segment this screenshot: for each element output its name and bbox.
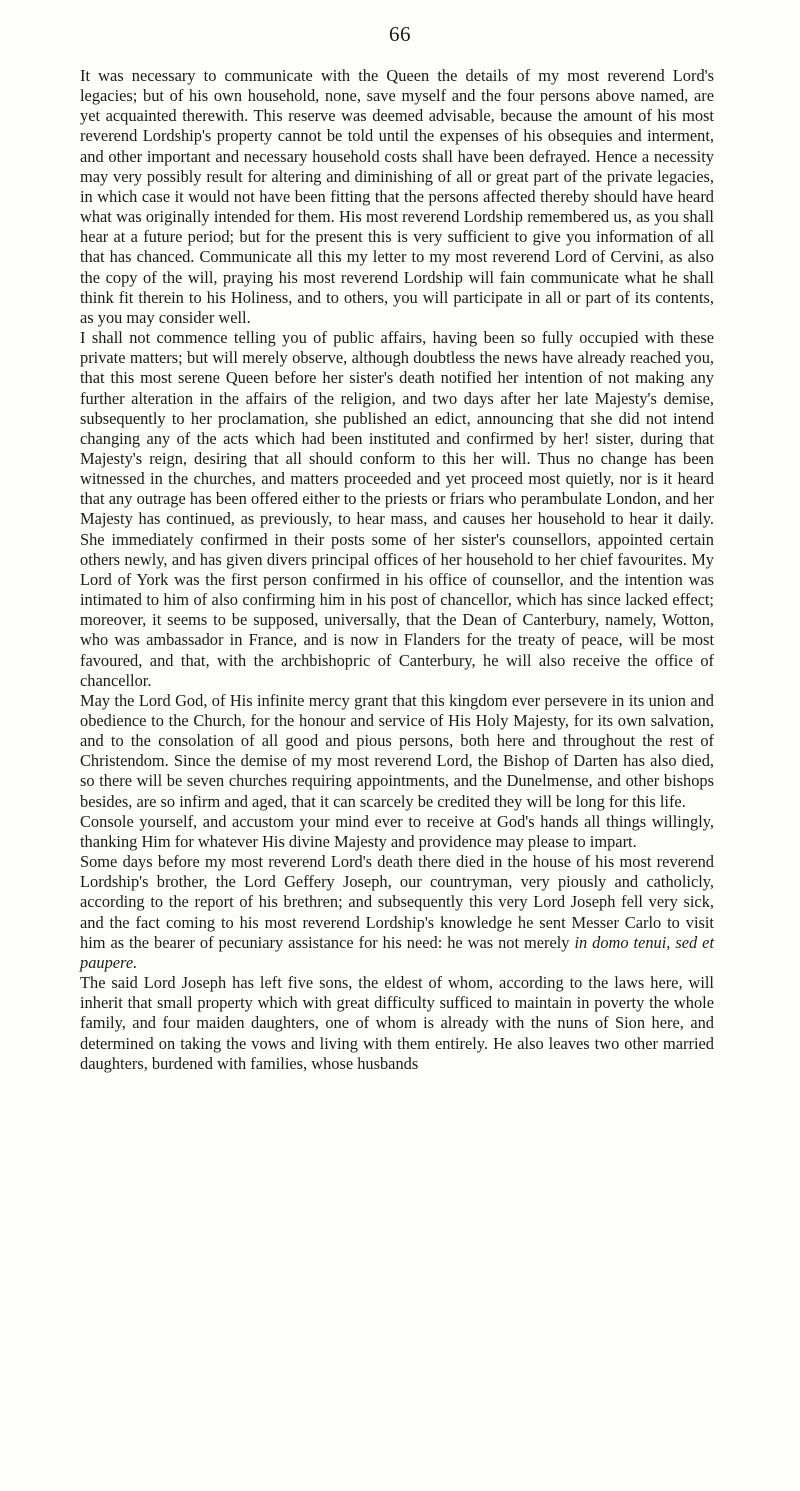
paragraph-family: The said Lord Joseph has left five sons, the eldest of whom, according to the laws here, will inherit that small property which with great difficulty sufficed to maintain in poverty the whole family, and four maiden daughters, one of whom is already with the nuns of Sion here, and determined on taking the vows and living with them entirely. He also leaves two other married daughters, burdened with families, whose husbands (80, 973, 714, 1073)
paragraph-lord-joseph (80, 852, 714, 973)
paragraph-prayer: May the Lord God, of His infinite mercy grant that this kingdom ever persevere in its union and obedience to the Church, for the honour and service of His Holy Majesty, for its own salvation, and to the consolation of all good and pious persons, both here and throughout the rest of Christendom. Since the demise of my most reverend Lord, the Bishop of Darten has also died, so there will be seven churches requiring appointments, and the Dunelmense, and other bishops besides, are so infirm and aged, that it can scarcely be credited they will be long for this life. (80, 690, 714, 811)
latin-phrase: in domo tenui, sed et paupere. (80, 932, 714, 972)
paragraph-public-affairs: I shall not commence telling you of public affairs, having been so fully occupied with these private matters; but will merely observe, although doubtless the news have already reached you, that this most serene Queen before her sister's death notified her intention of not making any further alteration in the affairs of the religion, and two days after her late Majesty's demise, subsequently to her proclamation, she published an edict, announcing that she did not intend changing any of the acts which had been instituted and confirmed by her! sister, during that Majesty's reign, desiring that all should conform to this her will. Thus no change has been witnessed in the churches, and matters proceeded and yet proceed most quietly, nor is it heard that any outrage has been offered either to the priests or friars who perambulate London, and her Majesty has continued, as previously, to hear mass, and causes her household to hear it daily. She immediately confirmed in their posts some of her sister's counsellors, appointed certain others newly, and has given divers principal offices of her household to her chief favourites. My Lord of York was the first person confirmed in his office of counsellor, and the intention was intimated to him of also confirming him in his post of chancellor, which has since lacked effect; moreover, it seems to be supposed, universally, that the Dean of Canterbury, namely, Wotton, who was ambassador in France, and is now in Flanders for the treaty of peace, will be most favoured, and that, with the archbishopric of Canterbury, he will also receive the office of chancellor. (80, 328, 714, 690)
page-number: 66 (389, 22, 411, 46)
paragraph-legacies: It was necessary to communicate with the Queen the details of my most reverend Lord's legacies; but of his own household, none, save myself and the four persons above named, are yet acquainted therewith. This reserve was deemed advisable, because the amount of his most reverend Lordship's property cannot be told until the expenses of his obsequies and interment, and other important and necessary household costs shall have been defrayed. Hence a necessity may very possibly result for altering and diminishing of all or great part of the private legacies, in which case it would not have been fitting that the persons affected thereby should have heard what was originally intended for them. His most reverend Lordship remembered us, as you shall hear at a future period; but for the present this is very sufficient to give you information of all that has chanced. Communicate all this my letter to my most reverend Lord of Cervini, as also the copy of the will, praying his most reverend Lordship will fain communicate what he shall think fit therein to his Holiness, and to others, you will participate in all or part of its contents, as you may consider well. (80, 66, 714, 327)
paragraph-lord-joseph-text: Some days before my most reverend Lord's death there died in the house of his most reverend Lordship's brother, the Lord Geffery Joseph, our countryman, very piously and catholicly, according to the report of his brethren; and subsequently this very Lord Joseph fell very sick, and the fact coming to his most reverend Lordship's knowledge he sent Messer Carlo to visit him as the bearer of pecuniary assistance for his need: he was not merely (80, 852, 714, 952)
paragraph-console: Console yourself, and accustom your mind ever to receive at God's hands all things willingly, thanking Him for whatever His divine Majesty and providence may please to impart. (80, 811, 714, 851)
body-text (80, 66, 714, 1074)
